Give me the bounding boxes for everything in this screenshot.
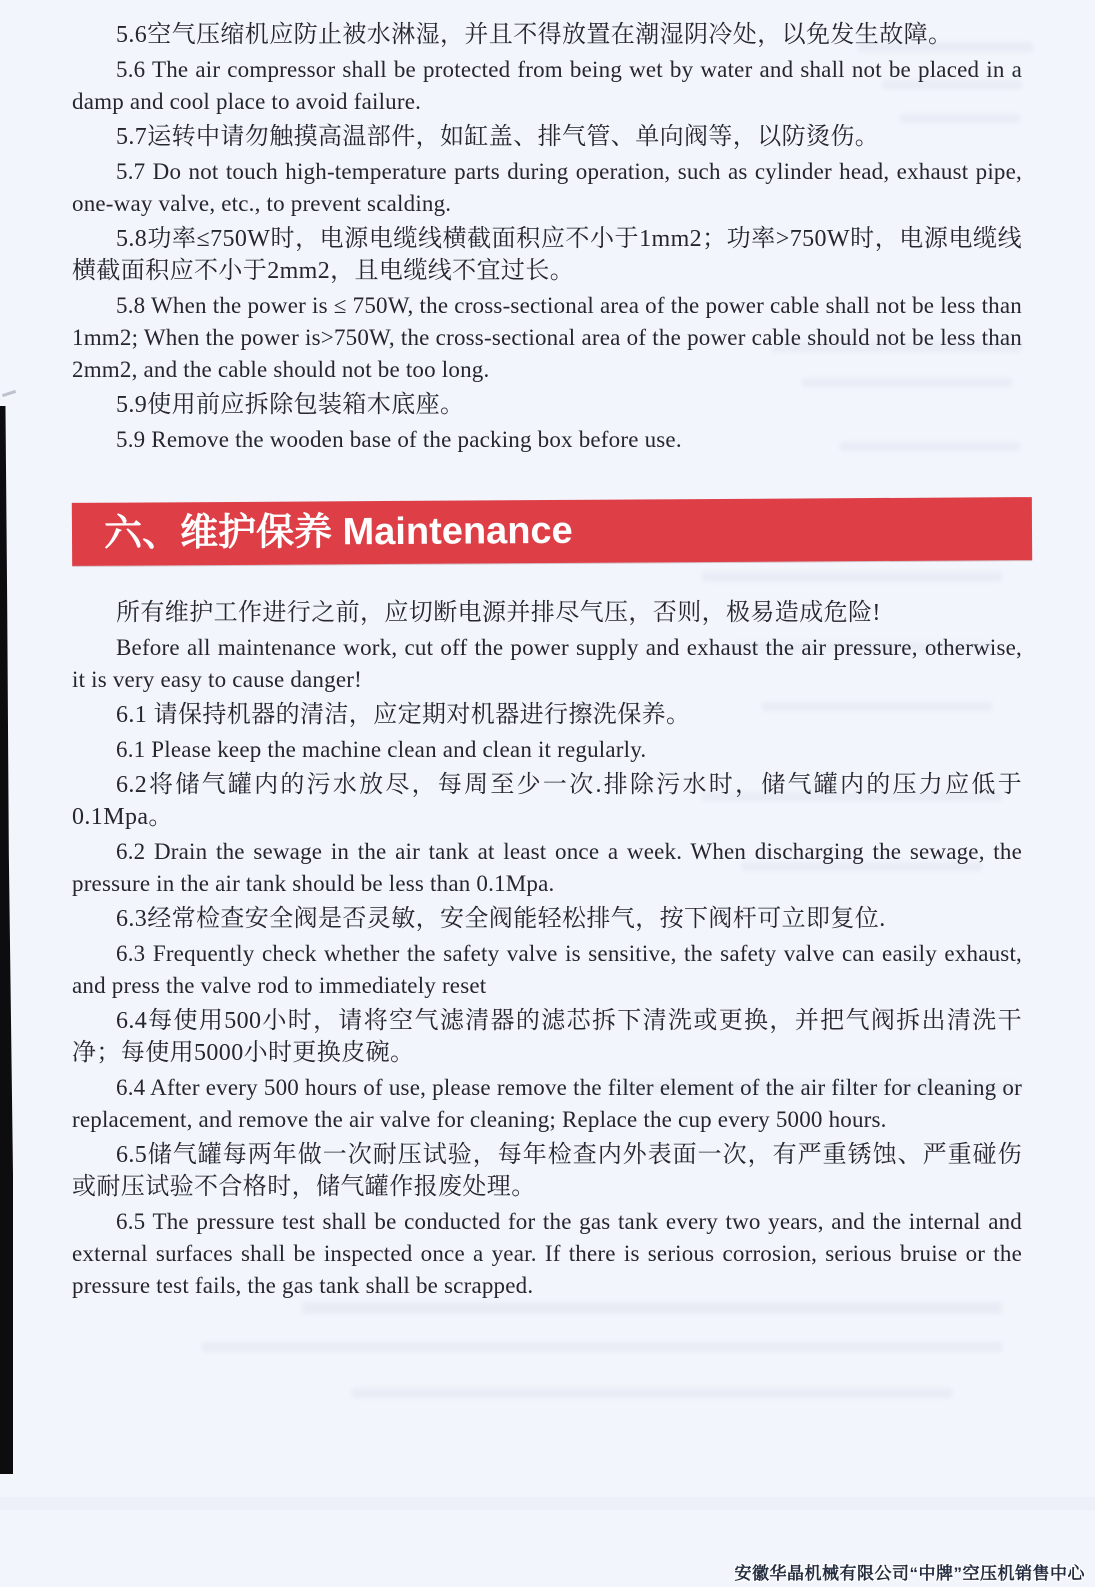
para-5-9-en: 5.9 Remove the wooden base of the packing box before use. [116, 427, 682, 452]
para-6-3-zh: 6.3经常检查安全阀是否灵敏，安全阀能轻松排气，按下阀杆可立即复位. [116, 906, 886, 932]
para-5-8-zh: 5.8功率≤750W时，电源电缆线横截面积应不小于1mm2；功率>750W时，电源电缆线横截面积应不小于2mm2，且电缆线不宜过长。 [72, 226, 1022, 284]
footer-watermark: 安徽华晶机械有限公司“中牌”空压机销售中心 [734, 1564, 1085, 1583]
scan-shade-band [0, 1497, 1095, 1510]
para-5-6-zh: 5.6空气压缩机应防止被水淋湿，并且不得放置在潮湿阴冷处，以免发生故障。 [116, 22, 953, 48]
para-6-3-en: 6.3 Frequently check whether the safety valve is sensitive, the safety valve can easily exhaust, and press the valve rod to immediately reset [72, 941, 1022, 998]
fold-mark-artifact [2, 390, 16, 397]
para-5-9-zh: 5.9使用前应拆除包装箱木底座。 [116, 392, 465, 418]
para-5-7-zh: 5.7运转中请勿触摸高温部件，如缸盖、排气管、单向阀等，以防烫伤。 [116, 124, 880, 150]
para-6-5-en: 6.5 The pressure test shall be conducted for the gas tank every two years, and the internal and external surfaces shall be inspected once a year. If there is serious corrosion, serious bruise or the pressure test fails, the gas tank shall be scrapped. [72, 1209, 1022, 1298]
manual-page-content [72, 16, 1022, 1305]
para-6-2-en: 6.2 Drain the sewage in the air tank at least once a week. When discharging the sewage, the pressure in the air tank should be less than 0.1Mpa. [72, 839, 1022, 896]
maintenance-intro-en: Before all maintenance work, cut off the power supply and exhaust the air pressure, otherwise, it is very easy to cause danger! [72, 635, 1022, 692]
para-5-8-en: 5.8 When the power is ≤ 750W, the cross-sectional area of the power cable shall not be less than 1mm2; When the power is>750W, the cross-sectional area of the power cable should not be less than 2mm2, and the cable should not be too long. [72, 293, 1022, 382]
para-6-2-zh: 6.2将储气罐内的污水放尽，每周至少一次.排除污水时，储气罐内的压力应低于0.1Mpa。 [72, 772, 1022, 830]
maintenance-intro-zh: 所有维护工作进行之前，应切断电源并排尽气压，否则，极易造成危险! [116, 600, 881, 626]
bleedthrough-artifact [352, 1388, 952, 1398]
maintenance-section-banner [72, 497, 1032, 566]
para-6-4-zh: 6.4每使用500小时，请将空气滤清器的滤芯拆下清洗或更换，并把气阀拆出清洗干净；每使用5000小时更换皮碗。 [72, 1008, 1022, 1066]
para-6-5-zh: 6.5储气罐每两年做一次耐压试验，每年检查内外表面一次，有严重锈蚀、严重碰伤或耐压试验不合格时，储气罐作报废处理。 [72, 1142, 1022, 1200]
para-5-6-en: 5.6 The air compressor shall be protected from being wet by water and shall not be placed in a damp and cool place to avoid failure. [72, 57, 1022, 114]
maintenance-section-title: 六、维护保养 Maintenance [103, 509, 573, 555]
para-6-1-zh: 6.1 请保持机器的清洁，应定期对机器进行擦洗保养。 [116, 702, 691, 728]
para-5-7-en: 5.7 Do not touch high-temperature parts during operation, such as cylinder head, exhaust pipe, one-way valve, etc., to prevent scalding. [72, 159, 1022, 216]
scan-edge-artifact [0, 406, 13, 1474]
para-6-1-en: 6.1 Please keep the machine clean and clean it regularly. [116, 737, 647, 762]
para-6-4-en: 6.4 After every 500 hours of use, please remove the filter element of the air filter for cleaning or replacement, and remove the air valve for cleaning; Replace the cup every 5000 hours. [72, 1075, 1022, 1132]
bleedthrough-artifact [202, 1342, 1002, 1352]
